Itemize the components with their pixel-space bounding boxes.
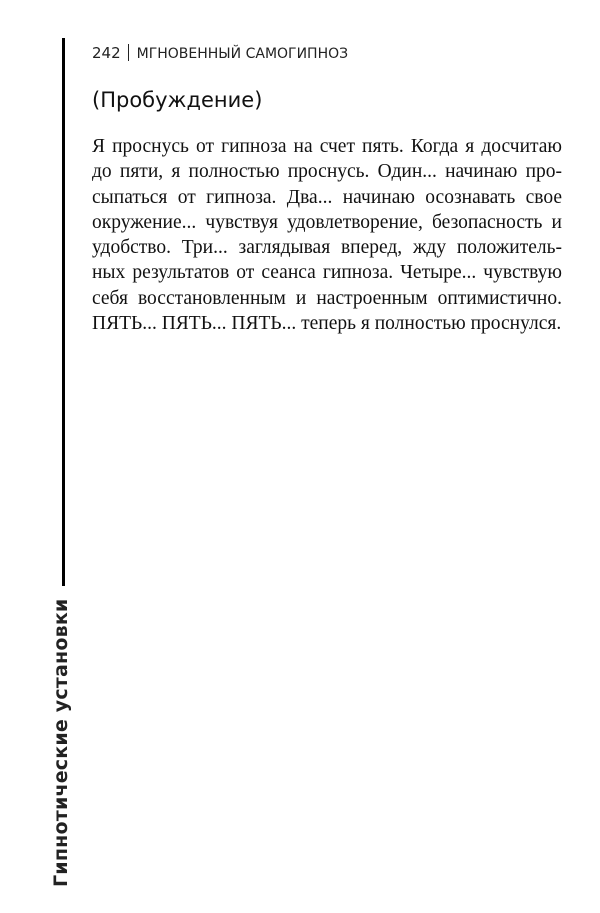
paragraph-line: ных результатов от сеанса гипноза. Четыре... чувствую bbox=[92, 262, 562, 284]
paragraph-line: до пяти, я полностью проснусь. Один... начинаю про- bbox=[92, 161, 562, 183]
header-separator bbox=[128, 44, 129, 61]
paragraph-line: ПЯТЬ... ПЯТЬ... ПЯТЬ... теперь я полностью проснулся. bbox=[92, 313, 562, 335]
page-number: 242 bbox=[92, 44, 121, 62]
body-paragraph bbox=[92, 134, 562, 336]
running-head bbox=[92, 44, 348, 62]
paragraph-line: Я проснусь от гипноза на счет пять. Когда я досчитаю bbox=[92, 136, 562, 157]
paragraph-line: удобство. Три... заглядывая вперед, жду положитель- bbox=[92, 237, 562, 259]
side-rule bbox=[62, 38, 65, 586]
book-title: МГНОВЕННЫЙ САМОГИПНОЗ bbox=[136, 46, 349, 62]
side-chapter-label: Гипнотические установки bbox=[50, 598, 72, 887]
section-title: (Пробуждение) bbox=[92, 88, 263, 112]
paragraph-line: окружение... чувствуя удовлетворение, безопасность и bbox=[92, 211, 562, 233]
paragraph-line: себя восстановленным и настроенным оптимистично. bbox=[92, 287, 562, 309]
paragraph-line: сыпаться от гипноза. Два... начинаю осознавать свое bbox=[92, 186, 562, 208]
